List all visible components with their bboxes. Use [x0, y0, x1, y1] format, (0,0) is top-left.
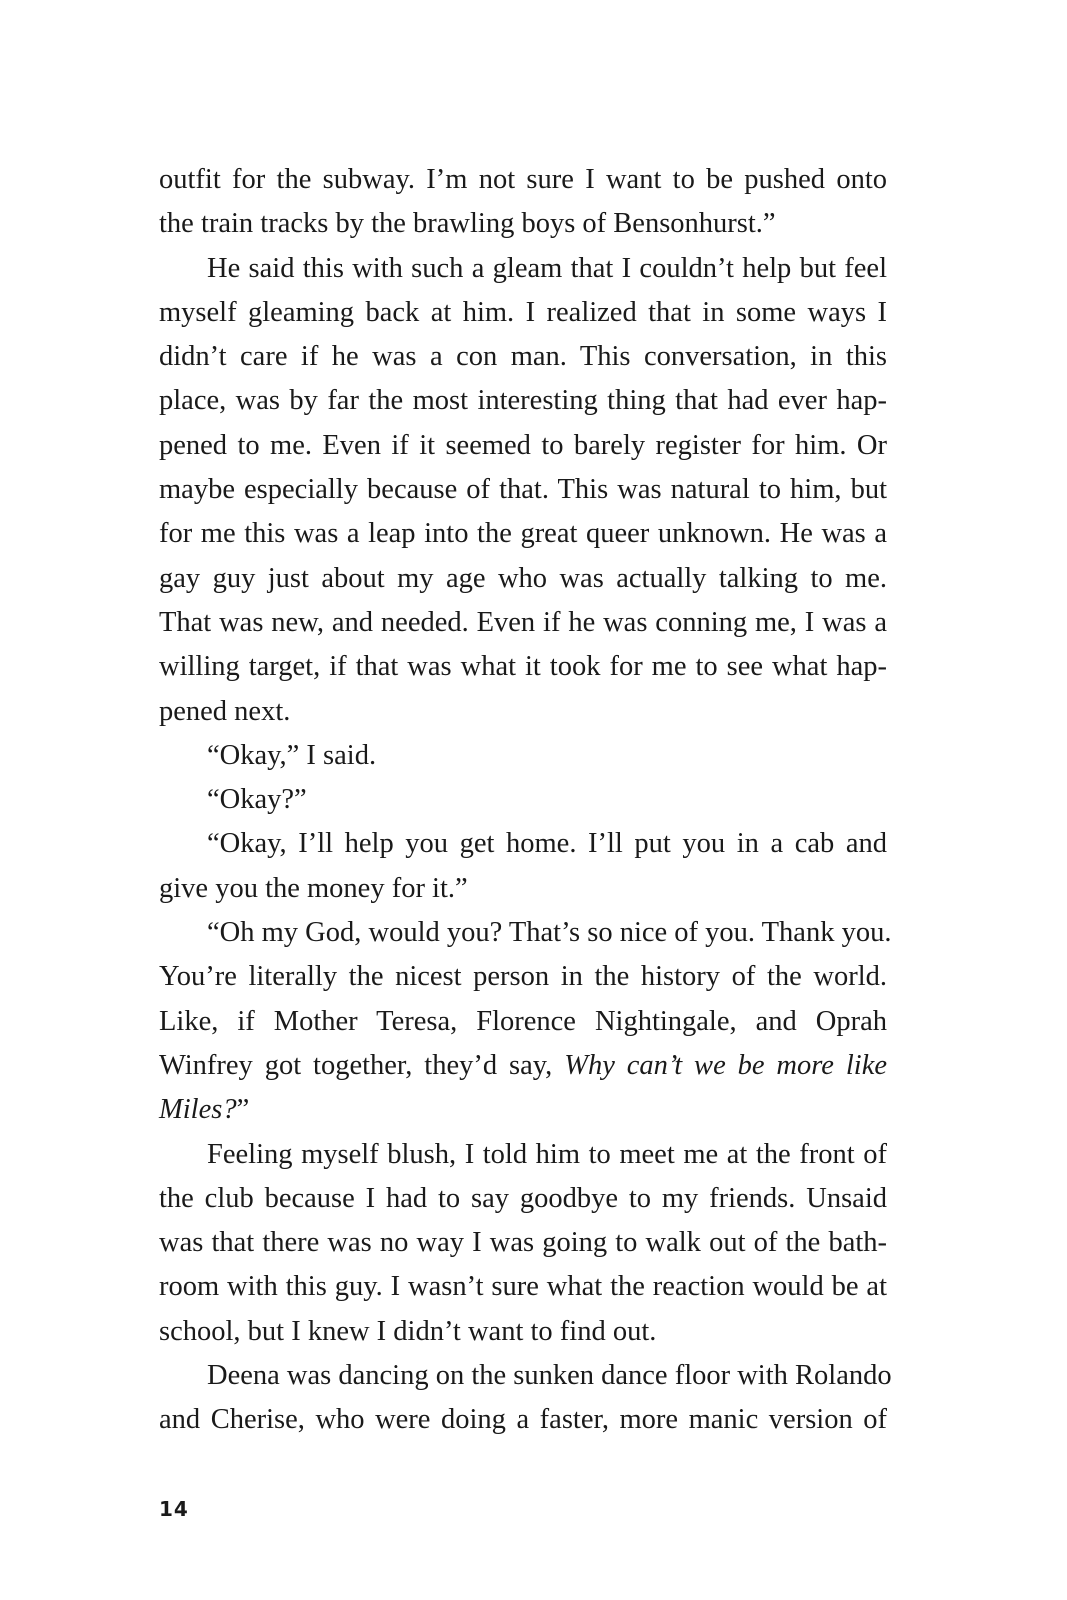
text-line	[159, 822, 887, 866]
body-text	[159, 158, 892, 1443]
italic-text: Miles?	[159, 1094, 237, 1126]
line-text: maybe especially because of that. This was natural to him, but	[159, 474, 887, 506]
text-line	[159, 867, 887, 911]
line-text: Feeling myself blush, I told him to meet me at the front of	[207, 1138, 887, 1170]
line-text: for me this was a leap into the great queer unknown. He was a	[159, 518, 887, 550]
line-text: the train tracks by the brawling boys of Bensonhurst.”	[159, 208, 776, 240]
text-line	[159, 645, 887, 689]
line-text: That was new, and needed. Even if he was conning me, I was a	[159, 606, 887, 638]
line-text: willing target, if that was what it took for me to see what hap-	[159, 651, 887, 683]
line-text: and Cherise, who were doing a faster, more manic version of	[159, 1404, 887, 1436]
italic-text: Why can’t we be more like	[564, 1049, 887, 1081]
line-text: was that there was no way I was going to walk out of the bath-	[159, 1227, 887, 1259]
line-text: You’re literally the nicest person in the history of the world.	[159, 961, 887, 993]
text-line	[159, 690, 887, 734]
text-line	[159, 1133, 887, 1177]
text-line	[159, 1265, 887, 1309]
text-line	[159, 734, 887, 778]
text-line	[159, 424, 887, 468]
line-text: didn’t care if he was a con man. This conversation, in this	[159, 341, 887, 373]
line-text: pened next.	[159, 695, 291, 727]
trailing-text: ”	[236, 1094, 250, 1126]
line-text: Winfrey got together, they’d say,	[159, 1049, 565, 1081]
text-line	[159, 1000, 887, 1044]
line-text: “Okay?”	[207, 784, 307, 816]
text-line	[159, 202, 887, 246]
text-line	[159, 601, 887, 645]
text-line	[159, 1354, 892, 1398]
text-line	[159, 512, 887, 556]
line-text: outfit for the subway. I’m not sure I want to be pushed onto	[159, 164, 887, 195]
text-line	[159, 379, 887, 423]
text-line	[159, 291, 887, 335]
text-line	[159, 1088, 887, 1132]
line-text: room with this guy. I wasn’t sure what the reaction would be at	[159, 1271, 887, 1303]
page-number: 14	[159, 1497, 189, 1521]
text-line	[159, 1177, 887, 1221]
text-line	[159, 158, 887, 202]
text-line	[159, 1398, 887, 1442]
line-text: “Okay, I’ll help you get home. I’ll put you in a cab and	[207, 828, 887, 860]
line-text: pened to me. Even if it seemed to barely register for him. Or	[159, 429, 887, 461]
line-text: Deena was dancing on the sunken dance floor with Rolando	[207, 1360, 892, 1392]
line-text: He said this with such a gleam that I couldn’t help but feel	[207, 252, 887, 284]
line-text: place, was by far the most interesting thing that had ever hap-	[159, 385, 887, 417]
text-line	[159, 557, 887, 601]
line-text: Like, if Mother Teresa, Florence Nightingale, and Oprah	[159, 1005, 887, 1037]
line-text: “Okay,” I said.	[207, 739, 377, 771]
line-text: school, but I knew I didn’t want to find out.	[159, 1315, 657, 1347]
text-line	[159, 335, 887, 379]
text-line	[159, 911, 892, 955]
text-line	[159, 468, 887, 512]
text-line	[159, 955, 887, 999]
text-line	[159, 1310, 887, 1354]
text-line	[159, 778, 887, 822]
line-text: gay guy just about my age who was actually talking to me.	[159, 562, 887, 594]
text-line	[159, 1044, 887, 1088]
text-line	[159, 1221, 887, 1265]
line-text: give you the money for it.”	[159, 872, 468, 904]
text-line	[159, 247, 887, 291]
line-text: the club because I had to say goodbye to my friends. Unsaid	[159, 1182, 887, 1214]
line-text: “Oh my God, would you? That’s so nice of you. Thank you.	[207, 917, 892, 949]
line-text: myself gleaming back at him. I realized that in some ways I	[159, 296, 887, 328]
